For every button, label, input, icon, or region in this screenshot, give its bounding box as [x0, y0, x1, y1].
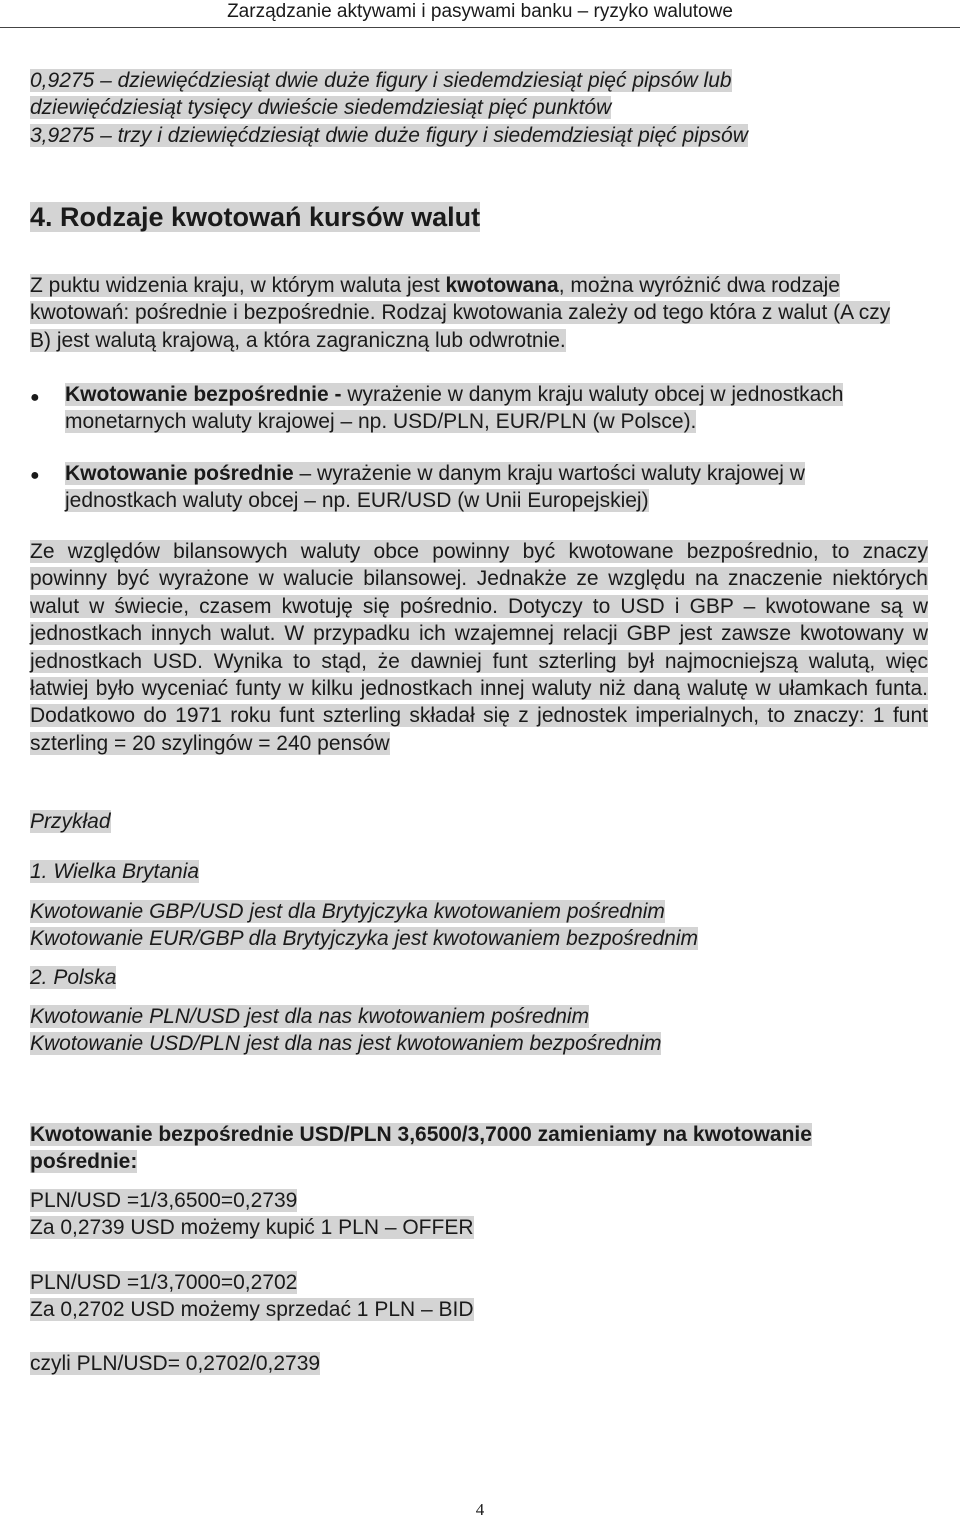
intro-text-2: , można wyróżnić dwa rodzaje kwotowań: pośrednie i bezpośrednie. Rodzaj kwotowania zależy od tego która z walut (A czy B) jest walutą krajową, a która zagraniczną lub odwrotnie.: [30, 274, 891, 352]
bullet-dot-icon: ●: [30, 389, 40, 406]
pl-line-1: Kwotowanie PLN/USD jest dla nas kwotowaniem pośrednim: [30, 1005, 590, 1028]
header-title: Zarządzanie aktywami i pasywami banku – ryzyko walutowe: [227, 1, 733, 22]
bullet-item-direct: [65, 381, 905, 436]
bullet-term: Kwotowanie pośrednie: [65, 462, 294, 485]
example-label: [30, 808, 928, 835]
example-uk-heading: [30, 858, 928, 885]
pips-line-2: dziewięćdziesiąt tysięcy dwieście siedemdziesiąt pięć punktów: [30, 96, 612, 120]
pl-line-2: Kwotowanie USD/PLN jest dla nas jest kwotowaniem bezpośrednim: [30, 1032, 662, 1056]
bid-calc: PLN/USD =1/3,7000=0,2702: [30, 1271, 298, 1294]
offer-block: [30, 1187, 928, 1242]
page-number: 4: [475, 1500, 485, 1519]
balance-paragraph: [30, 538, 928, 757]
balance-text: Ze względów bilansowych waluty obce powinny być kwotowane bezpośrednio, to znaczy powinny być wyrażone w walucie bilansowej. Jednakże ze względu na znaczenie niektórych walut w świecie, czasem kwotuję się pośrednio. Dotyczy to USD i GBP – kwotowane są w jednostkach innych walut. W przypadku ich wzajemnej relacji GBP jest zawsze kwotowany w jednostkach USD. Wynika to stąd, że dawniej funt szterling był najmocniejszą walutą, więc łatwiej było wyceniać funty w kilku jednostkach innej waluty niż daną walutę w ułamkach funta. Dodatkowo do 1971 roku funt szterling składał się z jednostek imperialnych, to znaczy: 1 funt szterling = 20 szylingów = 240 pensów: [30, 540, 928, 755]
intro-text-1: Z puktu widzenia kraju, w którym waluta jest: [30, 274, 446, 297]
bullet-desc: wyrażenie w danym kraju waluty obcej w jednostkach monetarnych waluty krajowej – np. USD/PLN, EUR/PLN (w Polsce).: [65, 383, 844, 434]
intro-paragraph: [30, 272, 900, 354]
pips-explanation: [30, 67, 928, 149]
uk-line-2: Kwotowanie EUR/GBP dla Brytyjczyka jest kwotowaniem bezpośrednim: [30, 927, 698, 951]
pips-line-3: 3,9275 – trzy i dziewięćdziesiąt dwie duże figury i siedemdziesiąt pięć pipsów: [30, 123, 748, 147]
example-pl-lines: [30, 1003, 928, 1058]
conversion-heading: [30, 1121, 928, 1176]
uk-heading-text: 1. Wielka Brytania: [30, 860, 200, 883]
intro-bold-term: kwotowana: [445, 274, 559, 297]
offer-calc: PLN/USD =1/3,6500=0,2739: [30, 1189, 298, 1212]
bid-block: [30, 1269, 928, 1324]
conversion-heading-line-1: Kwotowanie bezpośrednie USD/PLN 3,6500/3,7000 zamieniamy na kwotowanie: [30, 1123, 812, 1146]
bullet-item-indirect: [65, 460, 905, 515]
result-line: [30, 1350, 928, 1377]
bullet-dot-icon: ●: [30, 467, 40, 484]
uk-line-1: Kwotowanie GBP/USD jest dla Brytyjczyka kwotowaniem pośrednim: [30, 900, 665, 923]
result-text: czyli PLN/USD= 0,2702/0,2739: [30, 1352, 321, 1375]
pips-line-1: 0,9275 – dziewięćdziesiąt dwie duże figury i siedemdziesiąt pięć pipsów lub: [30, 69, 732, 92]
example-pl-heading: [30, 964, 928, 991]
pl-heading-text: 2. Polska: [30, 966, 117, 989]
bullet-term: Kwotowanie bezpośrednie -: [65, 383, 342, 406]
section-heading-text: 4. Rodzaje kwotowań kursów walut: [30, 202, 481, 232]
bullet-desc: – wyrażenie w danym kraju wartości waluty krajowej w jednostkach waluty obcej – np. EUR/USD (w Unii Europejskiej): [65, 462, 805, 513]
running-header: [0, 0, 960, 30]
header-rule: [0, 27, 960, 28]
example-label-text: Przykład: [30, 810, 111, 833]
offer-text: Za 0,2739 USD możemy kupić 1 PLN – OFFER: [30, 1216, 474, 1240]
example-uk-lines: [30, 898, 928, 953]
section-heading: [30, 201, 928, 233]
conversion-heading-line-2: pośrednie:: [30, 1150, 138, 1174]
bid-text: Za 0,2702 USD możemy sprzedać 1 PLN – BID: [30, 1298, 474, 1322]
